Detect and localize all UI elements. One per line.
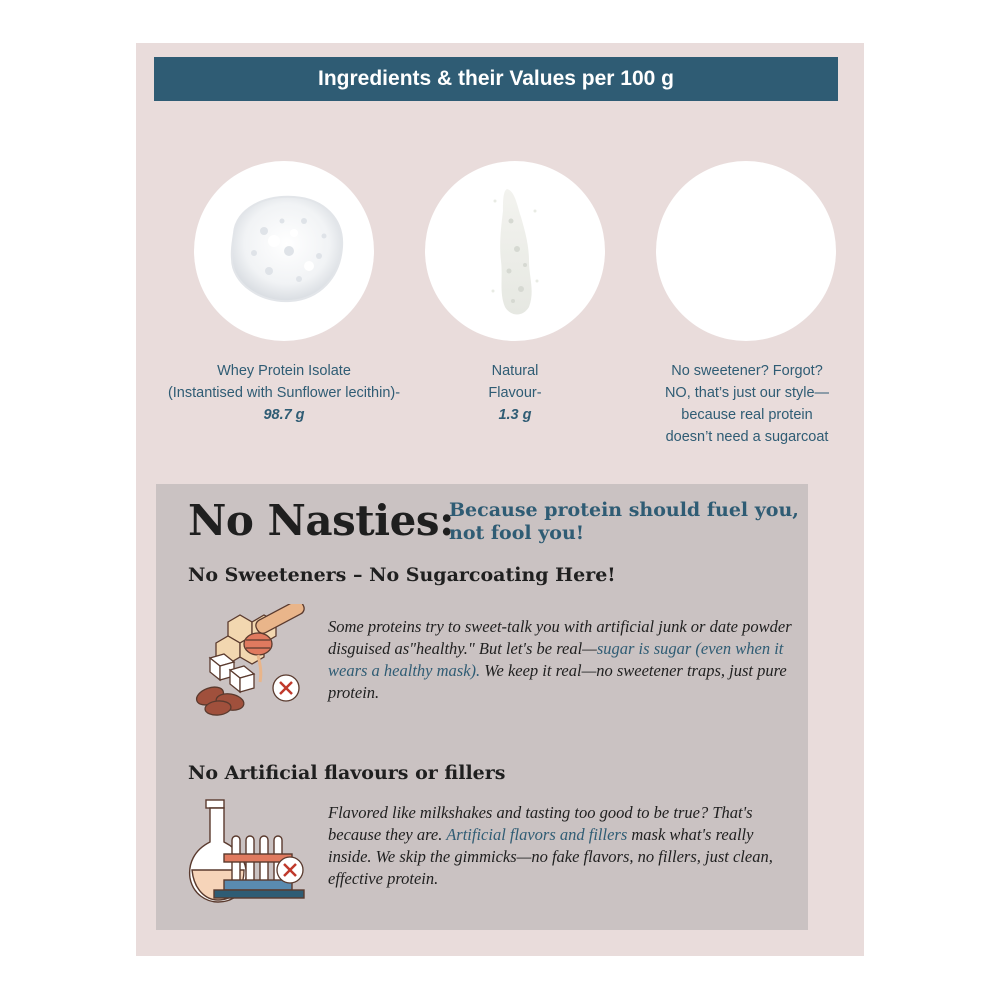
ingredient-flavour: [435, 360, 595, 426]
ingredient-flavour-detail: Flavour-: [488, 385, 542, 401]
honey-dates-sugar-icon: [188, 604, 318, 719]
no-sweetener-line-1: No sweetener? Forgot?: [671, 363, 823, 379]
no-sweeteners-body-a: Some proteins try to sweet-talk you with artificial junk or date powder disguised as"healthy." But let's be real—: [328, 617, 792, 658]
ingredient-no-sweetener: [636, 360, 858, 448]
no-artificial-body: [328, 802, 798, 890]
no-sweeteners-highlight: sugar is sugar (even when it wears a healthy mask).: [328, 639, 784, 680]
no-nasties-title: No Nasties:: [188, 496, 455, 545]
no-sweeteners-body-b: We keep it real—no sweetener traps, just pure protein.: [328, 661, 787, 702]
flavour-powder-image: [425, 161, 605, 341]
ingredient-whey-name: Whey Protein Isolate: [217, 363, 351, 379]
ingredients-header-title: Ingredients & their Values per 100 g: [318, 67, 674, 90]
no-artificial-highlight: Artificial flavors and fillers: [446, 825, 628, 844]
no-nasties-panel: [156, 484, 808, 930]
no-nasties-subtitle-line-1: Because protein should fuel you,: [449, 499, 799, 521]
ingredients-header: [154, 57, 838, 101]
no-nasties-subtitle-line-2: not fool you!: [449, 522, 585, 544]
no-sweetener-line-3: because real protein: [681, 407, 813, 423]
ingredient-whey-detail: (Instantised with Sunflower lecithin)-: [167, 385, 401, 401]
ingredient-whey-amount: 98.7 g: [263, 407, 305, 423]
no-artificial-body-a: Flavored like milkshakes and tasting too good to be true? That's because they are.: [328, 803, 753, 844]
no-sweeteners-body: [328, 616, 798, 704]
no-sweetener-line-2: NO, that’s just our style—: [664, 385, 830, 401]
no-artificial-heading: No Artificial flavours or fillers: [188, 762, 506, 784]
empty-circle: [656, 161, 836, 341]
ingredient-flavour-amount: 1.3 g: [498, 407, 532, 423]
no-nasties-subtitle: [449, 499, 809, 545]
ingredients-card: [136, 43, 864, 956]
no-sweetener-line-4: doesn’t need a sugarcoat: [665, 429, 829, 445]
ingredient-whey: [144, 360, 424, 426]
ingredient-flavour-name: Natural: [491, 363, 539, 379]
whey-powder-image: [194, 161, 374, 341]
no-artificial-body-b: mask what's really inside. We skip the gimmicks—no fake flavors, no fillers, just clean, effective protein.: [328, 825, 773, 888]
lab-flask-icon: [184, 796, 314, 908]
no-sweeteners-heading: No Sweeteners – No Sugarcoating Here!: [188, 564, 616, 586]
